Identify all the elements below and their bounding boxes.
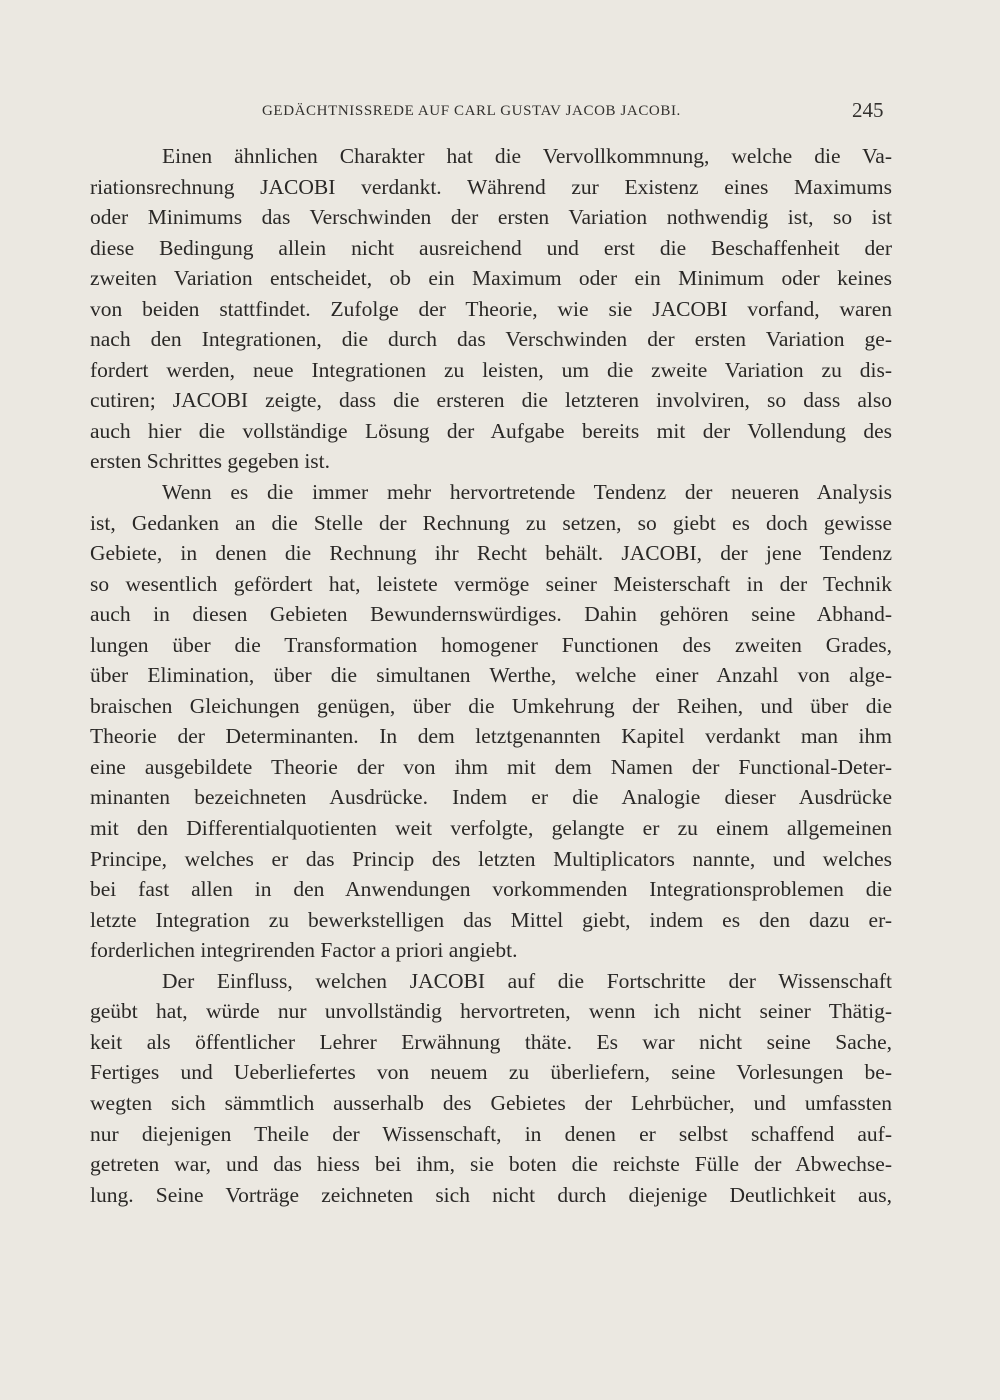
text-line: oder Minimums das Verschwinden der ersten Variation nothwendig ist, so ist [90, 205, 892, 230]
text-line: Fertiges und Ueberliefertes von neuem zu überliefern, seine Vorlesungen be- [90, 1060, 892, 1085]
paragraph-1 [90, 141, 892, 477]
text-line: ersten Schrittes gegeben ist. [90, 449, 331, 474]
text-line: so wesentlich gefördert hat, leistete vermöge seiner Meisterschaft in der Technik [90, 571, 892, 596]
paragraph-2 [90, 477, 892, 966]
text-line: getreten war, und das hiess bei ihm, sie boten die reichste Fülle der Abwechse- [90, 1152, 892, 1177]
text-line: fordert werden, neue Integrationen zu leisten, um die zweite Variation zu dis- [90, 357, 892, 382]
text-line: forderlichen integrirenden Factor a priori angiebt. [90, 938, 518, 963]
text-line: cutiren; JACOBI zeigte, dass die ersteren die letzteren involviren, so dass also [90, 388, 892, 413]
text-line: von beiden stattfindet. Zufolge der Theorie, wie sie JACOBI vorfand, waren [90, 296, 892, 321]
text-line: auch hier die vollständige Lösung der Aufgabe bereits mit der Vollendung des [90, 418, 892, 443]
text-line: wegten sich sämmtlich ausserhalb des Gebietes der Lehrbücher, und umfassten [90, 1090, 892, 1115]
text-line: lungen über die Transformation homogener Functionen des zweiten Grades, [90, 632, 892, 657]
paragraph-3 [90, 966, 892, 1210]
text-line: mit den Differentialquotienten weit verfolgte, gelangte er zu einem allgemeinen [90, 816, 892, 841]
page-body [90, 141, 892, 1210]
text-line: Der Einfluss, welchen JACOBI auf die Fortschritte der Wissenschaft [162, 968, 892, 993]
text-line: Gebiete, in denen die Rechnung ihr Recht behält. JACOBI, der jene Tendenz [90, 541, 892, 566]
text-line: keit als öffentlicher Lehrer Erwähnung thäte. Es war nicht seine Sache, [90, 1029, 892, 1054]
text-line: auch in diesen Gebieten Bewundernswürdiges. Dahin gehören seine Abhand- [90, 602, 892, 627]
text-line: diese Bedingung allein nicht ausreichend und erst die Beschaffenheit der [90, 235, 892, 260]
text-line: Wenn es die immer mehr hervortretende Tendenz der neueren Analysis [162, 480, 892, 505]
text-line: letzte Integration zu bewerkstelligen das Mittel giebt, indem es den dazu er- [90, 907, 892, 932]
text-line: nur diejenigen Theile der Wissenschaft, in denen er selbst schaffend auf- [90, 1121, 892, 1146]
text-line: riationsrechnung JACOBI verdankt. Während zur Existenz eines Maximums [90, 174, 892, 199]
text-line: Einen ähnlichen Charakter hat die Vervollkommnung, welche die Va- [162, 144, 892, 168]
text-line: Theorie der Determinanten. In dem letztgenannten Kapitel verdankt man ihm [90, 724, 892, 749]
text-line: ist, Gedanken an die Stelle der Rechnung zu setzen, so giebt es doch gewisse [90, 510, 892, 535]
text-line: eine ausgebildete Theorie der von ihm mit dem Namen der Functional-Deter- [90, 754, 892, 779]
text-line: minanten bezeichneten Ausdrücke. Indem er die Analogie dieser Ausdrücke [90, 785, 892, 810]
text-line: lung. Seine Vorträge zeichneten sich nicht durch diejenige Deutlichkeit aus, [90, 1182, 892, 1207]
page-number: 245 [852, 98, 884, 122]
text-line: zweiten Variation entscheidet, ob ein Maximum oder ein Minimum oder keines [90, 266, 892, 291]
text-line: bei fast allen in den Anwendungen vorkommenden Integrationsproblemen die [90, 877, 892, 902]
text-line: nach den Integrationen, die durch das Verschwinden der ersten Variation ge- [90, 327, 892, 352]
text-line: über Elimination, über die simultanen Werthe, welche einer Anzahl von alge- [90, 663, 892, 688]
text-line: braischen Gleichungen genügen, über die Umkehrung der Reihen, und über die [90, 693, 892, 718]
text-line: geübt hat, würde nur unvollständig hervortreten, wenn ich nicht seiner Thätig- [90, 999, 892, 1024]
text-line: Principe, welches er das Princip des letzten Multiplicators nannte, und welches [90, 846, 892, 871]
running-title: GEDÄCHTNISSREDE AUF CARL GUSTAV JACOB JACOBI. [262, 103, 681, 119]
